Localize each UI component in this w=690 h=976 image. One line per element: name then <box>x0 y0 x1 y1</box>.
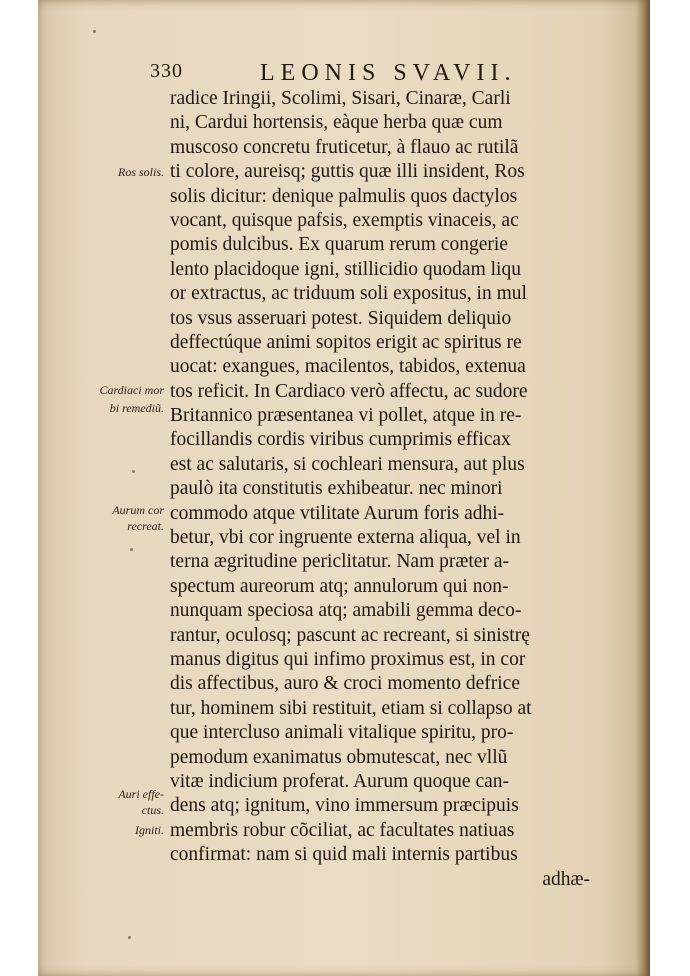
text-line: tos vsus asseruari potest. Siquidem deliquio <box>170 307 512 329</box>
paper-speck <box>128 936 131 939</box>
text-line: terna ægritudine periclitatur. Nam præter a- <box>170 551 509 573</box>
text-line: muscoso concretu fruticetur, à flauo ac rutilã <box>170 136 519 158</box>
text-line: betur, vbi cor ingruente externa aliqua, vel in <box>170 527 521 549</box>
margin-note-aurum <box>74 503 164 533</box>
text-line: nunquam speciosa atq; amabili gemma deco- <box>170 600 522 622</box>
paper-speck <box>130 548 133 551</box>
margin-note-text: Cardiaci mor <box>99 383 164 397</box>
running-title: LEONIS SVAVII. <box>260 60 517 86</box>
text-line: uocat: exangues, macilentos, tabidos, extenua <box>170 356 526 378</box>
text-line: ni, Cardui hortensis, eàque herba quæ cum <box>170 112 503 134</box>
text-line: deffectúque animi sopitos erigit ac spiritus re <box>170 331 522 353</box>
catchword: adhæ- <box>542 868 590 890</box>
text-line: tos reficit. In Cardiaco verò affectu, ac sudore <box>170 380 528 402</box>
body-text <box>170 87 590 892</box>
margin-note-text: recreat. <box>127 519 164 533</box>
paper-speck <box>93 30 96 33</box>
text-line: que intercluso animali vitalique spiritu, pro- <box>170 722 514 744</box>
paper-speck <box>132 470 135 473</box>
margin-note-text: bi remediũ. <box>109 401 164 415</box>
text-line: membris robur cõciliat, ac facultates natiuas <box>170 819 515 841</box>
text-line: vocant, quisque pafsis, exemptis vinaceis, ac <box>170 209 519 231</box>
margin-note-igniti <box>74 823 164 837</box>
text-line: commodo atque vtilitate Aurum foris adhi- <box>170 502 505 524</box>
text-line: dis affectibus, auro & croci momento defrice <box>170 673 520 695</box>
text-line: pomis dulcibus. Ex quarum rerum congerie <box>170 234 508 256</box>
text-line: radice Iringii, Scolimi, Sisari, Cinaræ, Carli <box>170 88 511 109</box>
page-header <box>150 60 570 88</box>
page-gutter-shadow <box>636 0 650 976</box>
margin-note-text: Aurum cor <box>112 503 164 517</box>
margin-note-ros-solis <box>74 165 164 179</box>
text-line: dens atq; ignitum, vino immersum præcipuis <box>170 795 519 817</box>
margin-note-text: ctus. <box>141 803 164 817</box>
text-line: spectum aureorum atq; annulorum qui non- <box>170 575 509 597</box>
text-line: solis dicitur: denique palmulis quos dactylos <box>170 185 518 207</box>
margin-note-text: Igniti. <box>135 823 164 837</box>
text-line: paulò ita constitutis exhibeatur. nec minori <box>170 478 503 500</box>
text-line: or extractus, ac triduum soli expositus, in mul <box>170 283 527 305</box>
margin-note-cardiaci <box>74 383 164 415</box>
text-line: vitæ indicium proferat. Aurum quoque can- <box>170 770 510 792</box>
page-number: 330 <box>150 60 183 82</box>
text-line: lento placidoque igni, stillicidio quodam liqu <box>170 258 521 280</box>
text-line: tur, hominem sibi restituit, etiam si collapso at <box>170 697 532 719</box>
margin-note-text: Ros solis. <box>117 165 164 179</box>
text-line: confirmat: nam si quid mali internis partibus <box>170 844 518 866</box>
text-line: manus digitus qui infimo proximus est, in cor <box>170 648 526 670</box>
text-line: focillandis cordis viribus cumprimis efficax <box>170 429 511 451</box>
text-line: rantur, oculosq; pascunt ac recreant, si sinistrę <box>170 624 530 646</box>
text-line: est ac salutaris, si cochleari mensura, aut plus <box>170 453 525 475</box>
margin-note-auri <box>74 787 164 817</box>
text-line: Britannico præsentanea vi pollet, atque in re- <box>170 405 522 427</box>
margin-note-text: Auri effe- <box>118 787 164 801</box>
text-line: pemodum exanimatus obmutescat, nec vllũ <box>170 746 508 768</box>
text-line: ti colore, aureisq; guttis quæ illi insident, Ros <box>170 161 525 183</box>
